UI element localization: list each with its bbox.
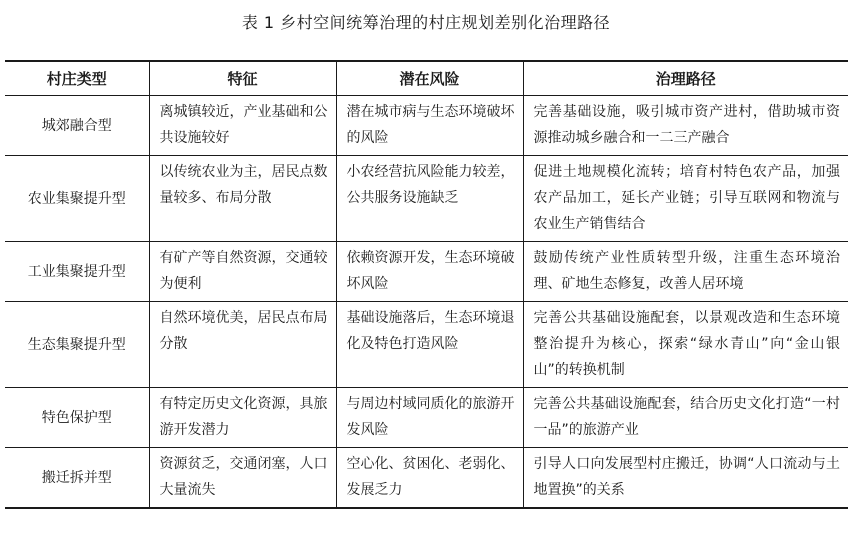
cell-village-type: 特色保护型 [41, 409, 112, 426]
cell-governance-path: 完善基础设施，吸引城市资产进村，借助城市资源推动城乡融合和一二三产融合 [523, 96, 848, 156]
governance-path-table [5, 60, 848, 509]
cell-potential-risk: 基础设施落后，生态环境退化及特色打造风险 [336, 302, 523, 388]
table-row [5, 388, 848, 448]
cell-governance-path: 完善公共基础设施配套，结合历史文化打造“一村一品”的旅游产业 [523, 388, 848, 448]
cell-feature: 自然环境优美，居民点布局分散 [149, 302, 336, 388]
header-village-type: 村庄类型 [46, 69, 107, 88]
cell-potential-risk: 依赖资源开发，生态环境破坏风险 [336, 242, 523, 302]
cell-feature: 资源贫乏，交通闭塞，人口大量流失 [149, 448, 336, 509]
table-row [5, 156, 848, 242]
cell-potential-risk: 与周边村域同质化的旅游开发风险 [336, 388, 523, 448]
cell-potential-risk: 空心化、贫困化、老弱化、发展乏力 [336, 448, 523, 509]
cell-potential-risk: 潜在城市病与生态环境破坏的风险 [336, 96, 523, 156]
header-governance-path: 治理路径 [523, 61, 848, 96]
table-row [5, 302, 848, 388]
header-potential-risk: 潜在风险 [336, 61, 523, 96]
cell-feature: 有矿产等自然资源，交通较为便利 [149, 242, 336, 302]
cell-feature: 有特定历史文化资源，具旅游开发潜力 [149, 388, 336, 448]
cell-village-type: 生态集聚提升型 [27, 336, 126, 353]
table-row [5, 448, 848, 509]
cell-governance-path: 引导人口向发展型村庄搬迁，协调“人口流动与土地置换”的关系 [523, 448, 848, 509]
table-row [5, 242, 848, 302]
cell-governance-path: 鼓励传统产业性质转型升级，注重生态环境治理、矿地生态修复，改善人居环境 [523, 242, 848, 302]
cell-potential-risk: 小农经营抗风险能力较差，公共服务设施缺乏 [336, 156, 523, 242]
table-row [5, 96, 848, 156]
header-feature: 特征 [149, 61, 336, 96]
table-header-row [5, 61, 848, 96]
cell-feature: 离城镇较近，产业基础和公共设施较好 [149, 96, 336, 156]
cell-village-type: 城郊融合型 [41, 117, 112, 134]
cell-governance-path: 完善公共基础设施配套，以景观改造和生态环境整治提升为核心，探索“绿水青山”向“金山银山”的转换机制 [523, 302, 848, 388]
cell-village-type: 农业集聚提升型 [27, 190, 126, 207]
cell-village-type: 工业集聚提升型 [27, 263, 126, 280]
cell-feature: 以传统农业为主，居民点数量较多、布局分散 [149, 156, 336, 242]
cell-village-type: 搬迁拆并型 [41, 469, 112, 486]
cell-governance-path: 促进土地规模化流转；培育村特色农产品，加强农产品加工，延长产业链；引导互联网和物流与农业生产销售结合 [523, 156, 848, 242]
table-caption: 表 1 乡村空间统筹治理的村庄规划差别化治理路径 [241, 13, 611, 32]
